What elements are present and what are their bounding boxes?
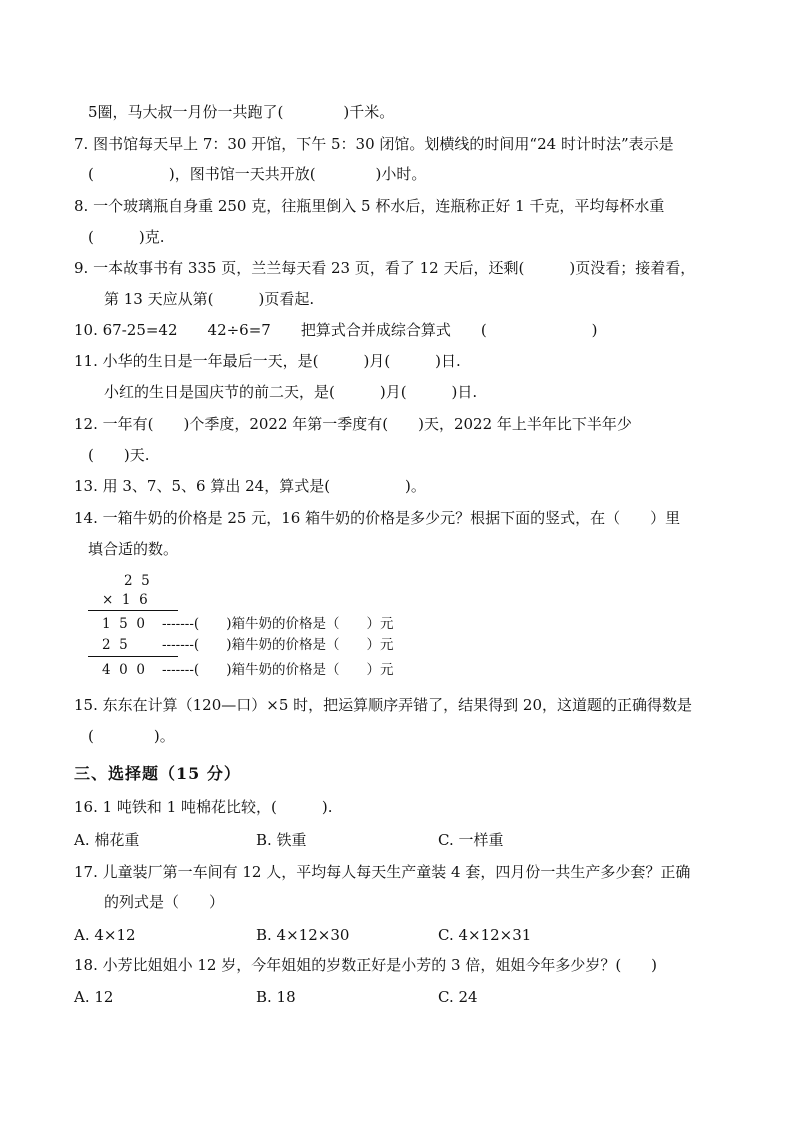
vertical-row-multiplicand: 2 5: [124, 573, 150, 589]
vertical-note-1: -------( )箱牛奶的价格是（ ）元: [162, 616, 394, 632]
question-18: 18. 小芳比姐姐小 12 岁，今年姐姐的岁数正好是小芳的 3 倍，姐姐今年多少岁？( ): [74, 956, 658, 974]
vertical-row-partial-1: 1 5 0: [102, 616, 145, 632]
question-6-continuation: 5圈，马大叔一月份一共跑了( )千米。: [88, 103, 395, 121]
question-17-cont: 的列式是（ ）: [104, 893, 225, 911]
question-9: 9. 一本故事书有 335 页，兰兰每天看 23 页，看了 12 天后，还剩( )页没看；接着看，: [74, 259, 696, 277]
question-15-cont: ( )。: [88, 727, 175, 745]
option-17-b: B. 4×12×30: [256, 926, 350, 944]
vertical-row-multiplier: × 1 6: [102, 592, 148, 608]
question-12-cont: ( )天.: [88, 446, 150, 464]
question-14: 14. 一箱牛奶的价格是 25 元，16 箱牛奶的价格是多少元？根据下面的竖式，在（ ）里: [74, 509, 681, 527]
vertical-rule-2: [88, 656, 178, 657]
question-8: 8. 一个玻璃瓶自身重 250 克，往瓶里倒入 5 杯水后，连瓶称正好 1 千克，平均每杯水重: [74, 197, 665, 215]
question-7: 7. 图书馆每天早上 7：30 开馆，下午 5：30 闭馆。划横线的时间用“24 时计时法”表示是: [74, 135, 674, 153]
question-13: 13. 用 3、7、5、6 算出 24，算式是( )。: [74, 477, 426, 495]
vertical-note-2: -------( )箱牛奶的价格是（ ）元: [162, 637, 394, 653]
question-7-cont: ( )，图书馆一天共开放( )小时。: [88, 165, 427, 183]
question-9-cont: 第 13 天应从第( )页看起.: [104, 290, 315, 308]
option-17-c: C. 4×12×31: [438, 926, 532, 944]
question-10: 10. 67-25=42 42÷6=7 把算式合并成综合算式 ( ): [74, 321, 598, 339]
vertical-rule-1: [88, 610, 178, 611]
question-17: 17. 儿童装厂第一车间有 12 人，平均每人每天生产童装 4 套，四月份一共生产多少套？正确: [74, 863, 691, 881]
question-8-cont: ( )克.: [88, 228, 165, 246]
question-16: 16. 1 吨铁和 1 吨棉花比较，( ).: [74, 798, 333, 816]
option-18-a: A. 12: [74, 988, 114, 1006]
question-15: 15. 东东在计算（120—口）×5 时，把运算顺序弄错了，结果得到 20，这道题的正确得数是: [74, 696, 692, 714]
option-16-a: A. 棉花重: [74, 831, 140, 849]
question-12: 12. 一年有( )个季度，2022 年第一季度有( )天，2022 年上半年比下半年少: [74, 415, 632, 433]
section-heading: 三、选择题（15 分）: [74, 764, 241, 783]
option-16-c: C. 一样重: [438, 831, 504, 849]
option-17-a: A. 4×12: [74, 926, 136, 944]
option-18-c: C. 24: [438, 988, 478, 1006]
question-11-cont: 小红的生日是国庆节的前二天，是( )月( )日.: [104, 383, 478, 401]
option-16-b: B. 铁重: [256, 831, 307, 849]
option-18-b: B. 18: [256, 988, 296, 1006]
question-11: 11. 小华的生日是一年最后一天，是( )月( )日.: [74, 352, 461, 370]
vertical-note-3: -------( )箱牛奶的价格是（ ）元: [162, 662, 394, 678]
question-14-cont: 填合适的数。: [88, 540, 179, 558]
vertical-row-partial-2: 2 5: [102, 637, 128, 653]
vertical-row-product: 4 0 0: [102, 662, 145, 678]
